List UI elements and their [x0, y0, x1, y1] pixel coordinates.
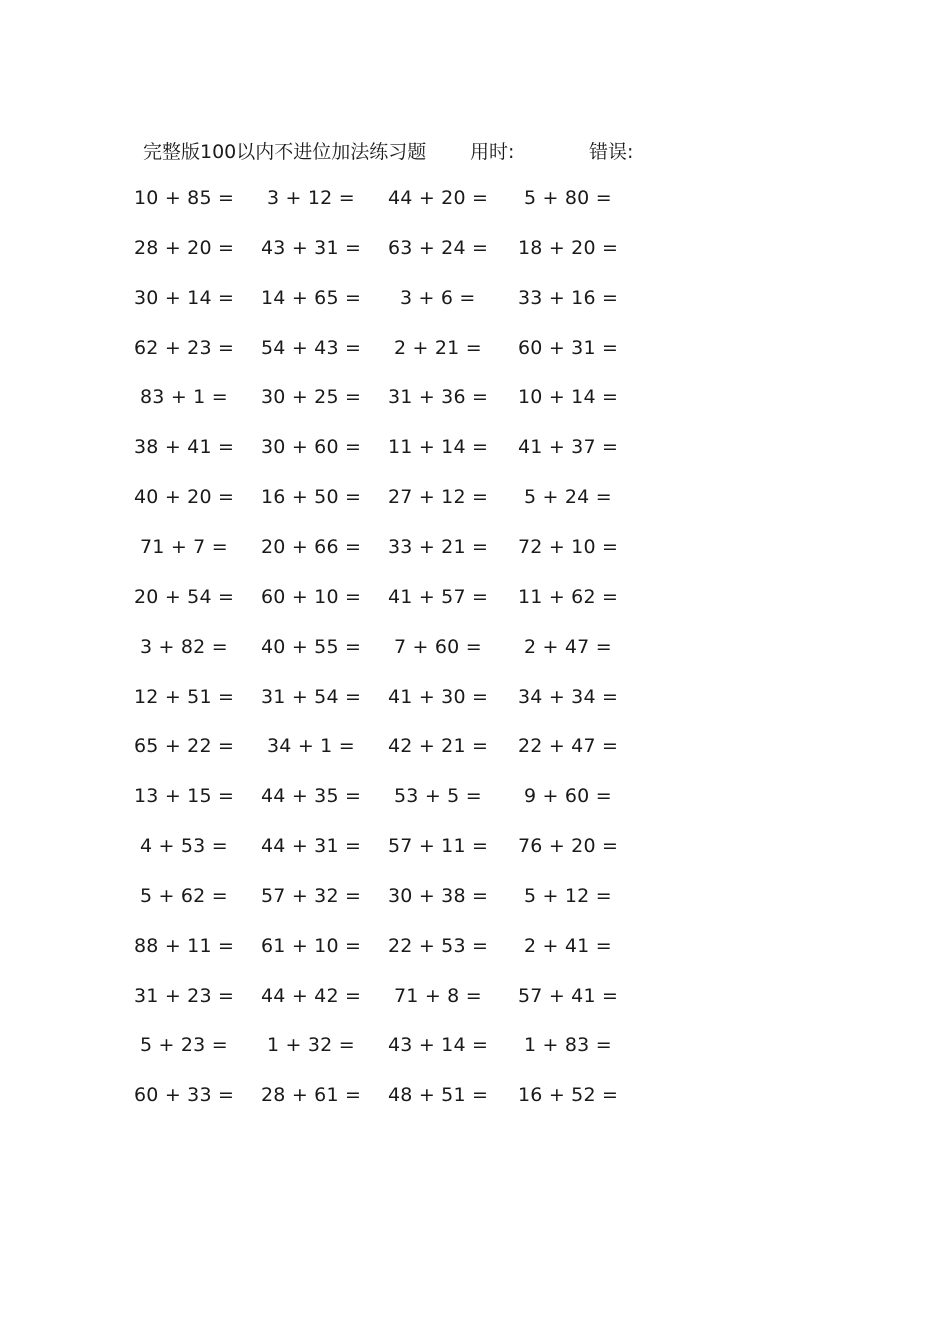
addition-problem: 28 + 61 = — [261, 1084, 362, 1107]
addition-problem: 53 + 5 = — [394, 785, 482, 808]
addition-problem: 33 + 16 = — [518, 286, 619, 309]
addition-problem: 16 + 50 = — [261, 486, 362, 509]
addition-problem: 43 + 14 = — [388, 1034, 489, 1057]
addition-problem: 3 + 6 = — [400, 286, 476, 309]
addition-problem: 1 + 32 = — [267, 1034, 355, 1057]
addition-problem: 13 + 15 = — [134, 785, 235, 808]
addition-problem: 76 + 20 = — [518, 835, 619, 858]
addition-problem: 4 + 53 = — [140, 835, 228, 858]
problem-row — [0, 686, 950, 716]
problem-row — [0, 1034, 950, 1064]
addition-problem: 2 + 47 = — [524, 635, 612, 658]
addition-problem: 22 + 53 = — [388, 934, 489, 957]
addition-problem: 62 + 23 = — [134, 336, 235, 359]
problem-row — [0, 785, 950, 815]
addition-problem: 31 + 36 = — [388, 386, 489, 409]
problem-row — [0, 337, 950, 367]
addition-problem: 48 + 51 = — [388, 1084, 489, 1107]
addition-problem: 60 + 31 = — [518, 336, 619, 359]
addition-problem: 41 + 57 = — [388, 585, 489, 608]
addition-problem: 30 + 38 = — [388, 884, 489, 907]
addition-problem: 28 + 20 = — [134, 236, 235, 259]
addition-problem: 88 + 11 = — [134, 934, 235, 957]
problem-row — [0, 486, 950, 516]
addition-problem: 7 + 60 = — [394, 635, 482, 658]
addition-problem: 5 + 12 = — [524, 884, 612, 907]
addition-problem: 14 + 65 = — [261, 286, 362, 309]
addition-problem: 11 + 14 = — [388, 436, 489, 459]
problem-row — [0, 436, 950, 466]
addition-problem: 83 + 1 = — [140, 386, 228, 409]
addition-problem: 71 + 8 = — [394, 984, 482, 1007]
worksheet-title: 完整版100以内不进位加法练习题 — [143, 141, 427, 163]
addition-problem: 54 + 43 = — [261, 336, 362, 359]
problem-row — [0, 735, 950, 765]
addition-problem: 34 + 34 = — [518, 685, 619, 708]
addition-problem: 31 + 23 = — [134, 984, 235, 1007]
addition-problem: 30 + 60 = — [261, 436, 362, 459]
addition-problem: 44 + 20 = — [388, 187, 489, 209]
addition-problem: 12 + 51 = — [134, 685, 235, 708]
problem-row — [0, 935, 950, 965]
addition-problem: 40 + 55 = — [261, 635, 362, 658]
addition-problem: 65 + 22 = — [134, 735, 235, 758]
addition-problem: 27 + 12 = — [388, 486, 489, 509]
addition-problem: 11 + 62 = — [518, 585, 619, 608]
addition-problem: 60 + 33 = — [134, 1084, 235, 1107]
addition-problem: 3 + 12 = — [267, 187, 355, 209]
addition-problem: 18 + 20 = — [518, 236, 619, 259]
addition-problem: 5 + 80 = — [524, 187, 612, 209]
addition-problem: 2 + 21 = — [394, 336, 482, 359]
addition-problem: 61 + 10 = — [261, 934, 362, 957]
problem-row — [0, 985, 950, 1015]
addition-problem: 31 + 54 = — [261, 685, 362, 708]
problem-row — [0, 1084, 950, 1114]
problem-row — [0, 586, 950, 616]
addition-problem: 20 + 54 = — [134, 585, 235, 608]
problem-row — [0, 835, 950, 865]
addition-problem: 5 + 62 = — [140, 884, 228, 907]
addition-problem: 33 + 21 = — [388, 535, 489, 558]
addition-problem: 57 + 11 = — [388, 835, 489, 858]
problem-row — [0, 237, 950, 267]
addition-problem: 63 + 24 = — [388, 236, 489, 259]
addition-problem: 44 + 31 = — [261, 835, 362, 858]
problem-row — [0, 536, 950, 566]
addition-problem: 44 + 42 = — [261, 984, 362, 1007]
addition-problem: 41 + 30 = — [388, 685, 489, 708]
problem-row — [0, 885, 950, 915]
addition-problem: 16 + 52 = — [518, 1084, 619, 1107]
addition-problem: 2 + 41 = — [524, 934, 612, 957]
addition-problem: 1 + 83 = — [524, 1034, 612, 1057]
addition-problem: 71 + 7 = — [140, 535, 228, 558]
addition-problem: 72 + 10 = — [518, 535, 619, 558]
addition-problem: 40 + 20 = — [134, 486, 235, 509]
addition-problem: 60 + 10 = — [261, 585, 362, 608]
addition-problem: 30 + 25 = — [261, 386, 362, 409]
addition-problem: 5 + 24 = — [524, 486, 612, 509]
addition-problem: 20 + 66 = — [261, 535, 362, 558]
addition-problem: 9 + 60 = — [524, 785, 612, 808]
problem-row — [0, 287, 950, 317]
addition-problem: 42 + 21 = — [388, 735, 489, 758]
addition-problem: 44 + 35 = — [261, 785, 362, 808]
addition-problem: 30 + 14 = — [134, 286, 235, 309]
addition-problem: 10 + 85 = — [134, 187, 235, 209]
problem-row — [0, 187, 950, 217]
addition-problem: 22 + 47 = — [518, 735, 619, 758]
addition-problem: 38 + 41 = — [134, 436, 235, 459]
addition-problem: 5 + 23 = — [140, 1034, 228, 1057]
addition-problem: 34 + 1 = — [267, 735, 355, 758]
addition-problem: 57 + 32 = — [261, 884, 362, 907]
addition-problem: 10 + 14 = — [518, 386, 619, 409]
addition-problem: 57 + 41 = — [518, 984, 619, 1007]
error-label: 错误: — [589, 141, 634, 163]
addition-problem: 3 + 82 = — [140, 635, 228, 658]
time-label: 用时: — [470, 141, 515, 163]
problem-row — [0, 636, 950, 666]
problem-row — [0, 386, 950, 416]
addition-problem: 41 + 37 = — [518, 436, 619, 459]
addition-problem: 43 + 31 = — [261, 236, 362, 259]
